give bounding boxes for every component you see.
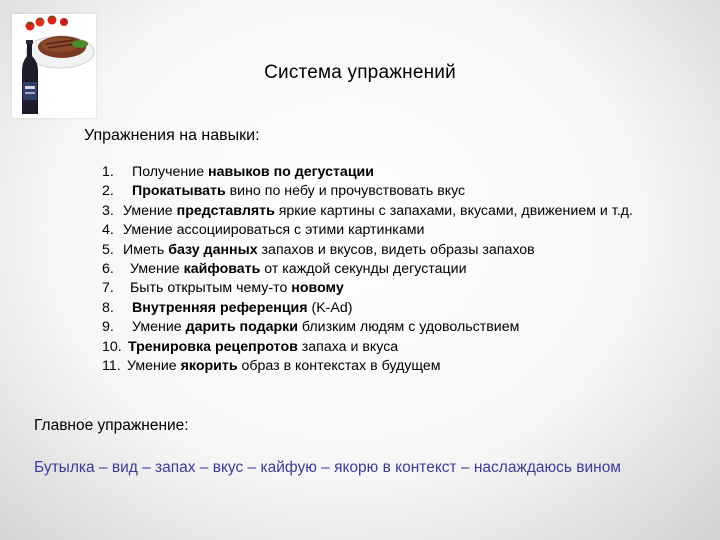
- list-item: [102, 221, 633, 240]
- item-text-bold: новому: [291, 280, 344, 297]
- item-text: Умение ассоциироваться с этими картинками: [123, 222, 425, 239]
- item-number: 11.: [102, 358, 121, 375]
- item-number: 9.: [102, 319, 114, 336]
- item-text: Умение: [132, 319, 186, 336]
- list-item: [102, 279, 633, 298]
- skills-heading: Упражнения на навыки:: [84, 127, 260, 144]
- item-text: Умение: [127, 358, 181, 375]
- item-text-bold: навыков по дегустации: [208, 164, 374, 180]
- list-item: [102, 241, 633, 260]
- skills-list: [102, 163, 633, 376]
- item-number: 8.: [102, 299, 114, 316]
- list-item: [102, 299, 633, 318]
- item-number: 1.: [102, 164, 114, 180]
- item-number: 4.: [102, 222, 114, 239]
- main-exercise-text: Бутылка – вид – запах – вкус – кайфую – якорю в контекст – наслаждаюсь вином: [34, 459, 621, 476]
- item-text: Умение: [123, 202, 177, 219]
- list-item: [102, 357, 633, 376]
- list-item: [102, 338, 633, 357]
- item-text: запахов и вкусов, видеть образы запахов: [257, 241, 535, 258]
- item-number: 7.: [102, 280, 114, 297]
- item-text: образ в контекстах в будущем: [237, 358, 441, 375]
- item-text-bold: Тренировка рецепротов: [128, 338, 298, 355]
- item-text: Быть открытым чему-то: [130, 280, 292, 297]
- item-text: близким людям с удовольствием: [297, 319, 520, 336]
- item-text: запаха и вкуса: [297, 338, 399, 355]
- item-number: 10.: [102, 338, 122, 355]
- item-text-bold: представлять: [176, 202, 275, 219]
- item-text-bold: кайфовать: [183, 261, 261, 278]
- item-text-bold: якорить: [180, 358, 238, 375]
- list-item: [102, 163, 633, 182]
- slide-title: Система упражнений: [264, 62, 456, 83]
- item-number: 6.: [102, 261, 114, 278]
- item-text-bold: дарить подарки: [185, 319, 298, 336]
- item-number: 2.: [102, 183, 114, 200]
- list-item: [102, 318, 633, 337]
- item-text-bold: Прокатывать: [132, 183, 226, 200]
- item-number: 3.: [102, 202, 114, 219]
- item-text-bold: Внутренняя референция: [132, 299, 308, 316]
- list-item: [102, 202, 633, 221]
- item-text-bold: базу данных: [168, 241, 258, 258]
- item-text: от каждой секунды дегустации: [260, 261, 467, 278]
- item-text: Получение: [132, 164, 209, 180]
- item-text: Иметь: [123, 241, 169, 258]
- list-item: [102, 182, 633, 201]
- item-text: Умение: [130, 261, 184, 278]
- item-number: 5.: [102, 241, 114, 258]
- item-text: (K-Ad): [307, 299, 353, 316]
- item-text: вино по небу и прочувствовать вкус: [225, 183, 466, 200]
- item-text: яркие картины с запахами, вкусами, движением и т.д.: [274, 202, 633, 219]
- main-exercise-heading: Главное упражнение:: [34, 417, 189, 434]
- list-item: [102, 260, 633, 279]
